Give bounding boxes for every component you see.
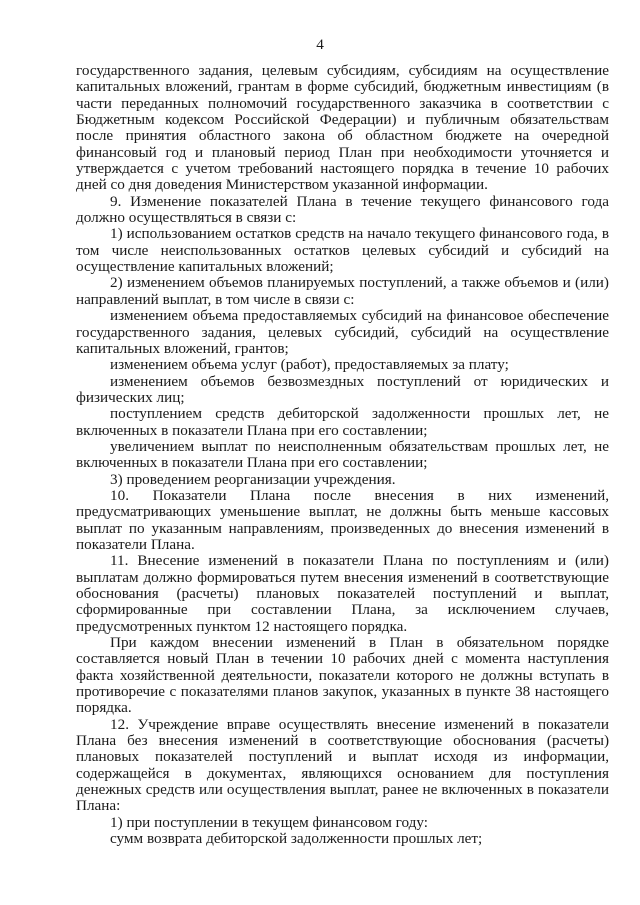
page-number: 4 — [316, 36, 324, 53]
paragraph-item-9: 9. Изменение показателей Плана в течение текущего финансового года должно осуществляться в связи с: — [76, 192, 609, 227]
paragraph-item-11: 11. Внесение изменений в показатели Плана по поступлениям и (или) выплатам должно формироваться путем внесения изменений в соответствующие обоснования (расчеты) плановых показателей поступлений и выплат, сформированные при составлении Плана, за исключением случаев, предусмотренных пунктом 12 настоящего порядка. — [76, 552, 609, 635]
paragraph-continuation: государственного задания, целевым субсидиям, субсидиям на осуществление капитальных вложений, грантам в форме субсидий, бюджетным инвестициям (в части переданных полномочий государственного заказчика в соответствии с Бюджетным кодексом Российской Федерации) и публичным обязательствам после принятия областного закона об областном бюджете на очередной финансовый год и плановый период План при необходимости уточняется и утверждается с учетом требований настоящего порядка в течение 10 рабочих дней со дня доведения Министерством указанной информации. — [76, 62, 609, 194]
paragraph-services-change: изменением объема услуг (работ), предоставляемых за плату; — [110, 356, 509, 374]
paragraph-receivables-return: сумм возврата дебиторской задолженности прошлых лет; — [110, 830, 483, 848]
document-body — [76, 63, 609, 848]
paragraph-receivables: поступлением средств дебиторской задолженности прошлых лет, не включенных в показатели Плана при его составлении; — [76, 405, 609, 439]
paragraph-gratuitous-receipts: изменением объемов безвозмездных поступлений от юридических и физических лиц; — [76, 372, 609, 406]
paragraph-subsidy-change: изменением объема предоставляемых субсидий на финансовое обеспечение государственного задания, целевых субсидий, субсидий на осуществление капитальных вложений, грантов; — [76, 307, 609, 357]
paragraph-new-plan: При каждом внесении изменений в План в обязательном порядке составляется новый План в течении 10 рабочих дней с момента наступления факта хозяйственной деятельности, показатели которого не должны вступать в противоречие с показателями планов закупок, указанных в пункте 38 настоящего порядка. — [76, 634, 609, 717]
paragraph-subitem-2: 2) изменением объемов планируемых поступлений, а также объемов и (или) направлений выплат, в том числе в связи с: — [76, 274, 609, 308]
paragraph-item-12-subitem-1: 1) при поступлении в текущем финансовом году: — [110, 813, 428, 831]
paragraph-unfulfilled-obligations: увеличением выплат по неисполненным обязательствам прошлых лет, не включенных в показатели Плана при его составлении; — [76, 437, 609, 472]
paragraph-item-10: 10. Показатели Плана после внесения в них изменений, предусматривающих уменьшение выплат, не должны быть меньше кассовых выплат по указанным направлениям, произведенных до внесения изменений в показатели Плана. — [76, 486, 609, 553]
paragraph-item-12: 12. Учреждение вправе осуществлять внесение изменений в показатели Плана без внесения изменений в соответствующие обоснования (расчеты) плановых показателей поступлений и выплат исходя из информации, содержащейся в документах, являющихся основанием для поступления денежных средств или осуществления выплат, ранее не включенных в показатели Плана: — [76, 715, 609, 815]
paragraph-subitem-3: 3) проведением реорганизации учреждения. — [110, 470, 396, 488]
paragraph-subitem-1: 1) использованием остатков средств на начало текущего финансового года, в том числе неиспользованных остатков целевых субсидий и субсидий на осуществление капитальных вложений; — [76, 225, 609, 276]
